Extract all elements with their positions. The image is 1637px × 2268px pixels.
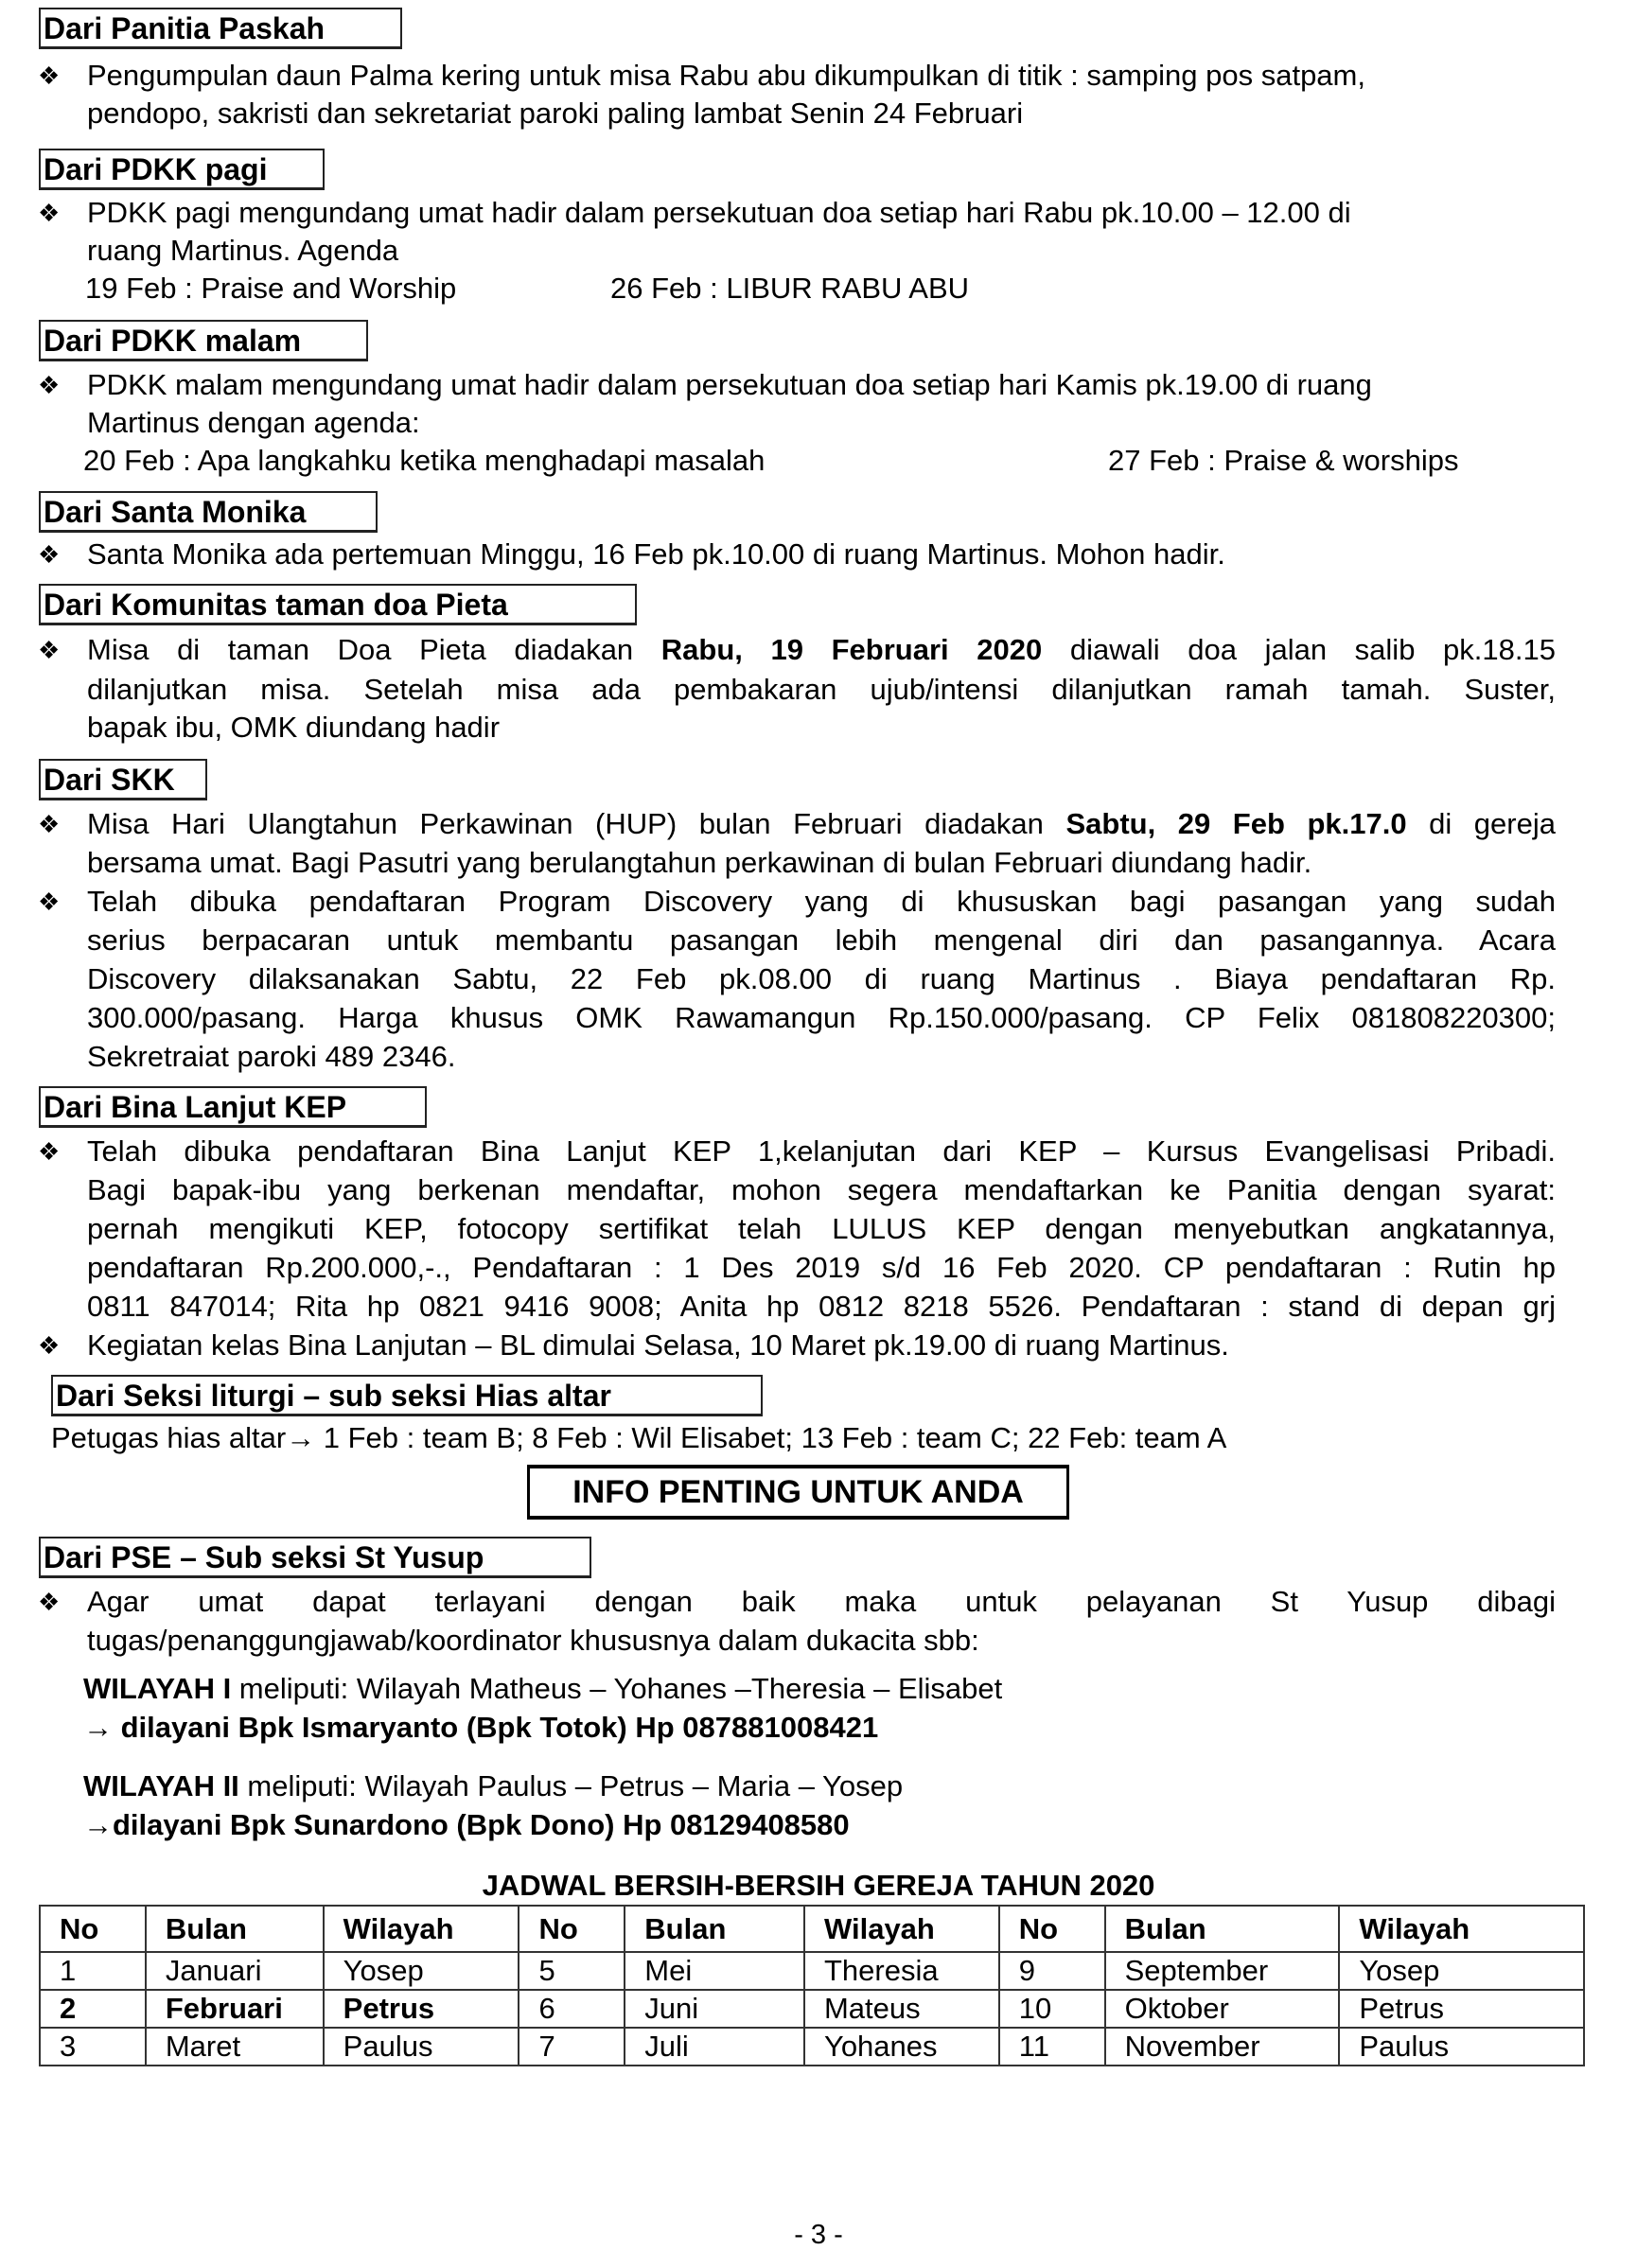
agenda-item: 19 Feb : Praise and Worship [85,272,457,305]
table-cell: Juli [625,2028,804,2066]
column-header: Bulan [146,1906,324,1952]
bullet-icon: ❖ [38,540,61,569]
column-header: Bulan [625,1906,804,1952]
column-header: Wilayah [324,1906,519,1952]
text-line: Bagi bapak-ibu yang berkenan mendaftar, mohon segera mendaftarkan ke Panitia dengan syarat: [87,1173,1556,1206]
table-cell: Paulus [1339,2028,1584,2066]
table-header-row [40,1906,1584,1952]
table-cell: Februari [146,1990,324,2028]
bullet-icon: ❖ [38,1331,61,1360]
section-heading-pse: Dari PSE – Sub seksi St Yusup [39,1537,591,1578]
column-header: Bulan [1105,1906,1340,1952]
text-line: Telah dibuka pendaftaran Program Discovery yang di khususkan bagi pasangan yang sudah [87,885,1556,918]
agenda-item: 20 Feb : Apa langkahku ketika menghadapi masalah [83,444,766,477]
text-segment: Misa di taman Doa Pieta diadakan [87,633,661,666]
page-number: - 3 - [794,2220,843,2250]
text-line: tugas/penanggungjawab/koordinator khususnya dalam dukacita sbb: [87,1624,979,1657]
wilayah-1 [83,1670,1002,1708]
bullet-icon: ❖ [38,199,61,227]
column-header: Wilayah [804,1906,999,1952]
bullet-icon: ❖ [38,62,61,90]
table-cell: 11 [999,2028,1105,2066]
text-line: pernah mengikuti KEP, fotocopy sertifikat telah LULUS KEP dengan menyebutkan angkatannya, [87,1212,1556,1245]
table-cell: Maret [146,2028,324,2066]
schedule-table [39,1905,1585,2066]
table-cell: 10 [999,1990,1105,2028]
text-segment: di gereja [1406,807,1556,840]
section-heading-pieta: Dari Komunitas taman doa Pieta [39,584,637,625]
text-line: ruang Martinus. Agenda [87,234,399,267]
section-heading-pdkk-pagi: Dari PDKK pagi [39,149,325,190]
column-header: No [40,1906,146,1952]
bullet-icon: ❖ [38,1137,61,1166]
wilayah-2-contact: →dilayani Bpk Sunardono (Bpk Dono) Hp 08129408580 [83,1808,850,1841]
wilayah-text: meliputi: Wilayah Matheus – Yohanes –Theresia – Elisabet [231,1672,1003,1705]
section-heading-bina-lanjut: Dari Bina Lanjut KEP [39,1086,427,1128]
wilayah-text: meliputi: Wilayah Paulus – Petrus – Maria – Yosep [238,1769,904,1802]
bullet-icon: ❖ [38,810,61,838]
text-line: Pengumpulan daun Palma kering untuk misa Rabu abu dikumpulkan di titik : samping pos satpam, [87,59,1365,92]
table-cell: Mateus [804,1990,999,2028]
text-line: serius berpacaran untuk membantu pasangan lebih mengenal diri dan pasangannya. Acara [87,923,1556,957]
table-cell: September [1105,1952,1340,1990]
text-line: Agar umat dapat terlayani dengan baik maka untuk pelayanan St Yusup dibagi [87,1585,1556,1618]
event-date: Sabtu, 29 Feb pk.17.0 [1065,807,1407,840]
table-cell: 3 [40,2028,146,2066]
table-cell: 7 [519,2028,625,2066]
event-date: Rabu, 19 Februari 2020 [660,633,1043,666]
text-segment: Misa Hari Ulangtahun Perkawinan (HUP) bulan Februari diadakan [87,807,1066,840]
table-cell: November [1105,2028,1340,2066]
table-cell: Paulus [324,2028,519,2066]
agenda-item: 27 Feb : Praise & worships [1108,444,1459,477]
table-cell: Theresia [804,1952,999,1990]
agenda-item: 26 Feb : LIBUR RABU ABU [610,272,970,305]
table-row [40,1952,1584,1990]
table-row [40,2028,1584,2066]
text-line: pendopo, sakristi dan sekretariat paroki paling lambat Senin 24 Februari [87,97,1024,130]
section-heading-hias-altar: Dari Seksi liturgi – sub seksi Hias altar [51,1375,763,1416]
text-line: 0811 847014; Rita hp 0821 9416 9008; Anita hp 0812 8218 5526. Pendaftaran : stand di depan grj [87,1290,1556,1323]
table-cell: 6 [519,1990,625,2028]
wilayah-label: WILAYAH II [83,1769,239,1802]
section-heading-pdkk-malam: Dari PDKK malam [39,320,368,361]
table-row [40,1990,1584,2028]
table-cell: 1 [40,1952,146,1990]
bullet-icon: ❖ [38,636,61,664]
table-cell: Petrus [324,1990,519,2028]
text-line: dilanjutkan misa. Setelah misa ada pembakaran ujub/intensi dilanjutkan ramah tamah. Suster, [87,673,1556,706]
text-line: Sekretraiat paroki 489 2346. [87,1040,456,1073]
text-line [87,805,1556,843]
schedule-title: JADWAL BERSIH-BERSIH GEREJA TAHUN 2020 [482,1869,1155,1902]
column-header: No [999,1906,1105,1952]
bullet-icon: ❖ [38,371,61,399]
text-line: 300.000/pasang. Harga khusus OMK Rawamangun Rp.150.000/pasang. CP Felix 081808220300; [87,1001,1556,1034]
text-line: Discovery dilaksanakan Sabtu, 22 Feb pk.08.00 di ruang Martinus . Biaya pendaftaran Rp. [87,962,1556,995]
info-banner: INFO PENTING UNTUK ANDA [527,1465,1069,1520]
wilayah-1-contact: → dilayani Bpk Ismaryanto (Bpk Totok) Hp 087881008421 [83,1711,879,1744]
table-cell: Juni [625,1990,804,2028]
text-line: Santa Monika ada pertemuan Minggu, 16 Feb pk.10.00 di ruang Martinus. Mohon hadir. [87,537,1225,571]
bullet-icon: ❖ [38,888,61,916]
table-cell: Januari [146,1952,324,1990]
table-cell: 2 [40,1990,146,2028]
text-line: pendaftaran Rp.200.000,-., Pendaftaran : 1 Des 2019 s/d 16 Feb 2020. CP pendaftaran : Rutin hp [87,1251,1556,1284]
bullet-icon: ❖ [38,1588,61,1616]
table-cell: Yosep [1339,1952,1584,1990]
column-header: No [519,1906,625,1952]
text-line: PDKK pagi mengundang umat hadir dalam persekutuan doa setiap hari Rabu pk.10.00 – 12.00 di [87,196,1351,229]
wilayah-label: WILAYAH I [83,1672,232,1705]
text-line: bersama umat. Bagi Pasutri yang berulangtahun perkawinan di bulan Februari diundang hadir. [87,846,1312,879]
text-line: Telah dibuka pendaftaran Bina Lanjut KEP 1,kelanjutan dari KEP – Kursus Evangelisasi Pribadi. [87,1134,1556,1168]
table-cell: Yohanes [804,2028,999,2066]
table-cell: 9 [999,1952,1105,1990]
section-heading-panitia-paskah: Dari Panitia Paskah [39,8,402,49]
table-cell: 5 [519,1952,625,1990]
table-cell: Oktober [1105,1990,1340,2028]
text-line: Kegiatan kelas Bina Lanjutan – BL dimulai Selasa, 10 Maret pk.19.00 di ruang Martinus. [87,1328,1229,1362]
text-line: bapak ibu, OMK diundang hadir [87,711,501,744]
text-line: Petugas hias altar→ 1 Feb : team B; 8 Feb : Wil Elisabet; 13 Feb : team C; 22 Feb: team A [51,1421,1227,1454]
text-line [87,631,1556,669]
wilayah-2 [83,1767,903,1805]
section-heading-santa-monika: Dari Santa Monika [39,491,378,533]
table-cell: Petrus [1339,1990,1584,2028]
column-header: Wilayah [1339,1906,1584,1952]
text-line: PDKK malam mengundang umat hadir dalam persekutuan doa setiap hari Kamis pk.19.00 di ruang [87,368,1372,401]
table-cell: Mei [625,1952,804,1990]
text-line: Martinus dengan agenda: [87,406,420,439]
section-heading-skk: Dari SKK [39,759,207,800]
text-segment: diawali doa jalan salib pk.18.15 [1042,633,1556,666]
table-cell: Yosep [324,1952,519,1990]
